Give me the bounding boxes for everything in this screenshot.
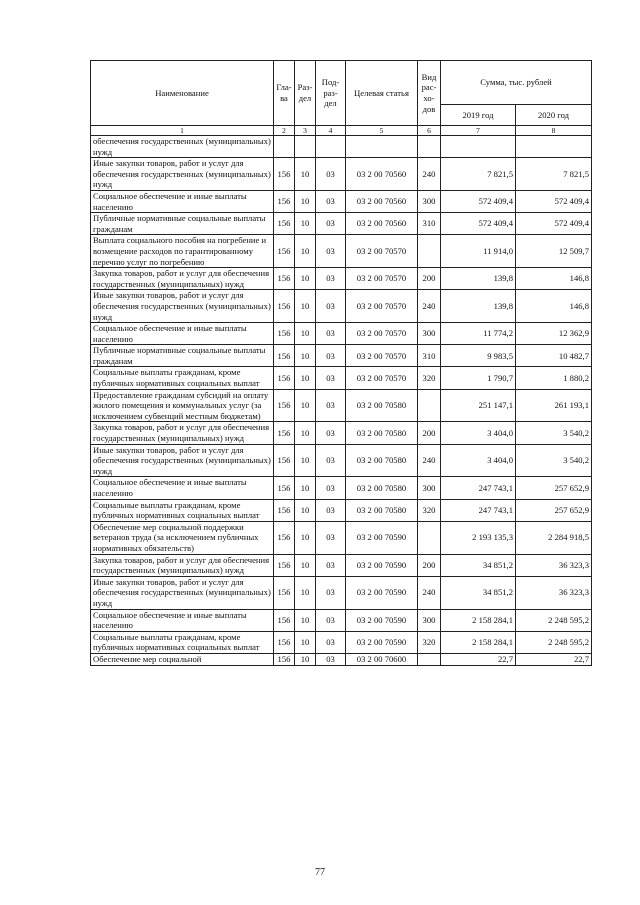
cell-name: Выплата социального пособия на погребение и возмещение расходов по гарантированному перечню услуг по погребению bbox=[91, 235, 274, 268]
cell-podrazdel: 03 bbox=[316, 444, 346, 477]
table-row bbox=[91, 631, 592, 653]
table-row bbox=[91, 290, 592, 323]
cell-glava: 156 bbox=[274, 323, 295, 345]
cell-sum-2020: 22,7 bbox=[516, 653, 592, 665]
cell-glava: 156 bbox=[274, 609, 295, 631]
cell-sum-2019: 139,8 bbox=[441, 268, 516, 290]
cell-sum-2020: 12 509,7 bbox=[516, 235, 592, 268]
table-row bbox=[91, 576, 592, 609]
table-row bbox=[91, 190, 592, 212]
cell-razdel: 10 bbox=[295, 521, 316, 554]
column-number: 7 bbox=[441, 126, 516, 136]
cell-vid-rashodov: 240 bbox=[418, 444, 441, 477]
cell-glava bbox=[274, 136, 295, 158]
cell-sum-2020: 12 362,9 bbox=[516, 323, 592, 345]
cell-sum-2019: 34 851,2 bbox=[441, 554, 516, 576]
cell-podrazdel: 03 bbox=[316, 631, 346, 653]
cell-glava: 156 bbox=[274, 290, 295, 323]
cell-razdel: 10 bbox=[295, 499, 316, 521]
cell-sum-2019: 572 409,4 bbox=[441, 213, 516, 235]
cell-razdel: 10 bbox=[295, 367, 316, 389]
cell-celevaya-statya: 03 2 00 70570 bbox=[346, 367, 418, 389]
column-number: 1 bbox=[91, 126, 274, 136]
cell-podrazdel: 03 bbox=[316, 268, 346, 290]
cell-sum-2019: 7 821,5 bbox=[441, 158, 516, 191]
cell-celevaya-statya bbox=[346, 136, 418, 158]
cell-sum-2020: 2 248 595,2 bbox=[516, 631, 592, 653]
cell-vid-rashodov bbox=[418, 653, 441, 665]
cell-vid-rashodov: 320 bbox=[418, 631, 441, 653]
cell-celevaya-statya: 03 2 00 70580 bbox=[346, 477, 418, 499]
cell-razdel: 10 bbox=[295, 235, 316, 268]
cell-sum-2020: 1 880,2 bbox=[516, 367, 592, 389]
cell-sum-2020: 257 652,9 bbox=[516, 499, 592, 521]
budget-table bbox=[90, 60, 592, 666]
cell-podrazdel: 03 bbox=[316, 235, 346, 268]
cell-podrazdel: 03 bbox=[316, 521, 346, 554]
cell-sum-2019: 1 790,7 bbox=[441, 367, 516, 389]
cell-podrazdel: 03 bbox=[316, 609, 346, 631]
table-row bbox=[91, 235, 592, 268]
cell-glava: 156 bbox=[274, 477, 295, 499]
cell-sum-2019: 3 404,0 bbox=[441, 422, 516, 444]
table-row bbox=[91, 653, 592, 665]
header-podrazdel: Под-раз-дел bbox=[316, 61, 346, 126]
cell-sum-2019: 9 983,5 bbox=[441, 345, 516, 367]
table-row bbox=[91, 422, 592, 444]
cell-sum-2020: 572 409,4 bbox=[516, 190, 592, 212]
cell-razdel: 10 bbox=[295, 290, 316, 323]
cell-sum-2019: 3 404,0 bbox=[441, 444, 516, 477]
cell-name: Иные закупки товаров, работ и услуг для обеспечения государственных (муниципальных) нужд bbox=[91, 444, 274, 477]
cell-name: Социальные выплаты гражданам, кроме публичных нормативных социальных выплат bbox=[91, 499, 274, 521]
header-summa: Сумма, тыс. рублей bbox=[441, 61, 592, 105]
cell-sum-2019: 11 774,2 bbox=[441, 323, 516, 345]
header-row bbox=[91, 61, 592, 105]
cell-name: Социальное обеспечение и иные выплаты населению bbox=[91, 477, 274, 499]
cell-sum-2019: 34 851,2 bbox=[441, 576, 516, 609]
cell-sum-2020: 3 540,2 bbox=[516, 444, 592, 477]
cell-sum-2019: 2 193 135,3 bbox=[441, 521, 516, 554]
cell-sum-2020: 257 652,9 bbox=[516, 477, 592, 499]
cell-name: Закупка товаров, работ и услуг для обеспечения государственных (муниципальных) нужд bbox=[91, 422, 274, 444]
cell-razdel: 10 bbox=[295, 268, 316, 290]
cell-vid-rashodov: 240 bbox=[418, 158, 441, 191]
cell-sum-2019: 247 743,1 bbox=[441, 499, 516, 521]
cell-name: Социальные выплаты гражданам, кроме публичных нормативных социальных выплат bbox=[91, 631, 274, 653]
cell-vid-rashodov: 300 bbox=[418, 323, 441, 345]
cell-sum-2019: 251 147,1 bbox=[441, 389, 516, 422]
column-number: 2 bbox=[274, 126, 295, 136]
cell-vid-rashodov: 320 bbox=[418, 499, 441, 521]
cell-razdel: 10 bbox=[295, 444, 316, 477]
cell-podrazdel: 03 bbox=[316, 554, 346, 576]
cell-name: Социальные выплаты гражданам, кроме публичных нормативных социальных выплат bbox=[91, 367, 274, 389]
cell-sum-2019: 247 743,1 bbox=[441, 477, 516, 499]
header-razdel: Раз-дел bbox=[295, 61, 316, 126]
cell-glava: 156 bbox=[274, 554, 295, 576]
cell-vid-rashodov: 310 bbox=[418, 213, 441, 235]
table-row bbox=[91, 554, 592, 576]
table-row bbox=[91, 477, 592, 499]
cell-glava: 156 bbox=[274, 389, 295, 422]
column-number: 8 bbox=[516, 126, 592, 136]
cell-celevaya-statya: 03 2 00 70590 bbox=[346, 576, 418, 609]
cell-glava: 156 bbox=[274, 158, 295, 191]
cell-sum-2020: 146,8 bbox=[516, 268, 592, 290]
cell-celevaya-statya: 03 2 00 70580 bbox=[346, 422, 418, 444]
cell-name: Социальное обеспечение и иные выплаты населению bbox=[91, 609, 274, 631]
cell-name: обеспечения государственных (муниципальных) нужд bbox=[91, 136, 274, 158]
cell-sum-2020: 10 482,7 bbox=[516, 345, 592, 367]
cell-celevaya-statya: 03 2 00 70590 bbox=[346, 554, 418, 576]
header-name: Наименование bbox=[91, 61, 274, 126]
cell-name: Социальное обеспечение и иные выплаты населению bbox=[91, 323, 274, 345]
cell-vid-rashodov: 200 bbox=[418, 268, 441, 290]
cell-name: Иные закупки товаров, работ и услуг для обеспечения государственных (муниципальных) нужд bbox=[91, 576, 274, 609]
cell-podrazdel bbox=[316, 136, 346, 158]
column-number: 6 bbox=[418, 126, 441, 136]
cell-vid-rashodov: 300 bbox=[418, 477, 441, 499]
cell-razdel: 10 bbox=[295, 477, 316, 499]
cell-name: Закупка товаров, работ и услуг для обеспечения государственных (муниципальных) нужд bbox=[91, 268, 274, 290]
cell-razdel: 10 bbox=[295, 345, 316, 367]
cell-podrazdel: 03 bbox=[316, 367, 346, 389]
cell-celevaya-statya: 03 2 00 70590 bbox=[346, 521, 418, 554]
cell-vid-rashodov bbox=[418, 136, 441, 158]
table-body bbox=[91, 136, 592, 666]
cell-sum-2019: 22,7 bbox=[441, 653, 516, 665]
cell-vid-rashodov bbox=[418, 389, 441, 422]
header-year-2020: 2020 год bbox=[516, 105, 592, 126]
cell-vid-rashodov: 300 bbox=[418, 609, 441, 631]
cell-podrazdel: 03 bbox=[316, 477, 346, 499]
cell-celevaya-statya: 03 2 00 70580 bbox=[346, 499, 418, 521]
cell-sum-2019: 2 158 284,1 bbox=[441, 631, 516, 653]
cell-celevaya-statya: 03 2 00 70570 bbox=[346, 235, 418, 268]
cell-razdel: 10 bbox=[295, 389, 316, 422]
cell-podrazdel: 03 bbox=[316, 422, 346, 444]
cell-podrazdel: 03 bbox=[316, 499, 346, 521]
cell-vid-rashodov: 200 bbox=[418, 554, 441, 576]
table-row bbox=[91, 345, 592, 367]
cell-razdel: 10 bbox=[295, 190, 316, 212]
cell-vid-rashodov: 240 bbox=[418, 290, 441, 323]
cell-sum-2020: 7 821,5 bbox=[516, 158, 592, 191]
cell-glava: 156 bbox=[274, 576, 295, 609]
page-number: 77 bbox=[315, 867, 325, 878]
cell-razdel: 10 bbox=[295, 158, 316, 191]
cell-celevaya-statya: 03 2 00 70590 bbox=[346, 609, 418, 631]
table-row bbox=[91, 213, 592, 235]
cell-podrazdel: 03 bbox=[316, 213, 346, 235]
cell-vid-rashodov: 320 bbox=[418, 367, 441, 389]
cell-name: Закупка товаров, работ и услуг для обеспечения государственных (муниципальных) нужд bbox=[91, 554, 274, 576]
cell-razdel: 10 bbox=[295, 422, 316, 444]
cell-glava: 156 bbox=[274, 345, 295, 367]
cell-razdel: 10 bbox=[295, 554, 316, 576]
cell-sum-2019: 2 158 284,1 bbox=[441, 609, 516, 631]
cell-vid-rashodov: 310 bbox=[418, 345, 441, 367]
cell-razdel: 10 bbox=[295, 609, 316, 631]
cell-name: Социальное обеспечение и иные выплаты населению bbox=[91, 190, 274, 212]
cell-sum-2019: 11 914,0 bbox=[441, 235, 516, 268]
table-row bbox=[91, 323, 592, 345]
cell-sum-2020: 2 284 918,5 bbox=[516, 521, 592, 554]
cell-podrazdel: 03 bbox=[316, 345, 346, 367]
cell-glava: 156 bbox=[274, 631, 295, 653]
cell-sum-2020: 572 409,4 bbox=[516, 213, 592, 235]
cell-podrazdel: 03 bbox=[316, 389, 346, 422]
cell-podrazdel: 03 bbox=[316, 653, 346, 665]
table-row bbox=[91, 609, 592, 631]
cell-celevaya-statya: 03 2 00 70570 bbox=[346, 268, 418, 290]
cell-sum-2020: 2 248 595,2 bbox=[516, 609, 592, 631]
cell-vid-rashodov bbox=[418, 235, 441, 268]
cell-razdel: 10 bbox=[295, 323, 316, 345]
column-number: 5 bbox=[346, 126, 418, 136]
cell-glava: 156 bbox=[274, 190, 295, 212]
column-number: 3 bbox=[295, 126, 316, 136]
cell-razdel: 10 bbox=[295, 576, 316, 609]
cell-celevaya-statya: 03 2 00 70560 bbox=[346, 190, 418, 212]
cell-name: Публичные нормативные социальные выплаты гражданам bbox=[91, 213, 274, 235]
cell-sum-2020: 261 193,1 bbox=[516, 389, 592, 422]
cell-razdel: 10 bbox=[295, 213, 316, 235]
cell-podrazdel: 03 bbox=[316, 190, 346, 212]
cell-vid-rashodov: 200 bbox=[418, 422, 441, 444]
cell-vid-rashodov: 240 bbox=[418, 576, 441, 609]
table-row bbox=[91, 389, 592, 422]
cell-razdel bbox=[295, 136, 316, 158]
cell-glava: 156 bbox=[274, 235, 295, 268]
cell-glava: 156 bbox=[274, 521, 295, 554]
cell-vid-rashodov bbox=[418, 521, 441, 554]
column-number: 4 bbox=[316, 126, 346, 136]
cell-celevaya-statya: 03 2 00 70570 bbox=[346, 345, 418, 367]
cell-razdel: 10 bbox=[295, 631, 316, 653]
document-page bbox=[90, 60, 591, 666]
cell-glava: 156 bbox=[274, 422, 295, 444]
cell-sum-2020: 36 323,3 bbox=[516, 576, 592, 609]
cell-vid-rashodov: 300 bbox=[418, 190, 441, 212]
column-number-row bbox=[91, 126, 592, 136]
cell-sum-2019: 139,8 bbox=[441, 290, 516, 323]
cell-podrazdel: 03 bbox=[316, 323, 346, 345]
table-row bbox=[91, 136, 592, 158]
cell-glava: 156 bbox=[274, 367, 295, 389]
cell-name: Иные закупки товаров, работ и услуг для обеспечения государственных (муниципальных) нужд bbox=[91, 290, 274, 323]
cell-glava: 156 bbox=[274, 213, 295, 235]
cell-celevaya-statya: 03 2 00 70580 bbox=[346, 389, 418, 422]
table-row bbox=[91, 268, 592, 290]
cell-sum-2020: 3 540,2 bbox=[516, 422, 592, 444]
cell-celevaya-statya: 03 2 00 70570 bbox=[346, 290, 418, 323]
cell-name: Обеспечение мер социальной поддержки ветеранов труда (за исключением публичных нормативных обязательств) bbox=[91, 521, 274, 554]
cell-podrazdel: 03 bbox=[316, 158, 346, 191]
header-vid-rashodov: Вид рас-хо-дов bbox=[418, 61, 441, 126]
cell-name: Иные закупки товаров, работ и услуг для обеспечения государственных (муниципальных) нужд bbox=[91, 158, 274, 191]
cell-celevaya-statya: 03 2 00 70580 bbox=[346, 444, 418, 477]
cell-name: Обеспечение мер социальной bbox=[91, 653, 274, 665]
table-row bbox=[91, 158, 592, 191]
header-glava: Гла-ва bbox=[274, 61, 295, 126]
table-row bbox=[91, 521, 592, 554]
cell-celevaya-statya: 03 2 00 70600 bbox=[346, 653, 418, 665]
cell-sum-2019: 572 409,4 bbox=[441, 190, 516, 212]
cell-sum-2020: 146,8 bbox=[516, 290, 592, 323]
cell-podrazdel: 03 bbox=[316, 576, 346, 609]
cell-celevaya-statya: 03 2 00 70570 bbox=[346, 323, 418, 345]
cell-celevaya-statya: 03 2 00 70590 bbox=[346, 631, 418, 653]
cell-sum-2020: 36 323,3 bbox=[516, 554, 592, 576]
header-year-2019: 2019 год bbox=[441, 105, 516, 126]
cell-sum-2019 bbox=[441, 136, 516, 158]
cell-celevaya-statya: 03 2 00 70560 bbox=[346, 158, 418, 191]
cell-glava: 156 bbox=[274, 499, 295, 521]
table-row bbox=[91, 367, 592, 389]
cell-celevaya-statya: 03 2 00 70560 bbox=[346, 213, 418, 235]
table-row bbox=[91, 444, 592, 477]
cell-name: Предоставление гражданам субсидий на оплату жилого помещения и коммунальных услуг (за исключением субвенций местным бюджетам) bbox=[91, 389, 274, 422]
cell-sum-2020 bbox=[516, 136, 592, 158]
header-celevaya-statya: Целевая статья bbox=[346, 61, 418, 126]
cell-razdel: 10 bbox=[295, 653, 316, 665]
cell-name: Публичные нормативные социальные выплаты гражданам bbox=[91, 345, 274, 367]
cell-glava: 156 bbox=[274, 444, 295, 477]
cell-glava: 156 bbox=[274, 653, 295, 665]
cell-podrazdel: 03 bbox=[316, 290, 346, 323]
table-row bbox=[91, 499, 592, 521]
cell-glava: 156 bbox=[274, 268, 295, 290]
